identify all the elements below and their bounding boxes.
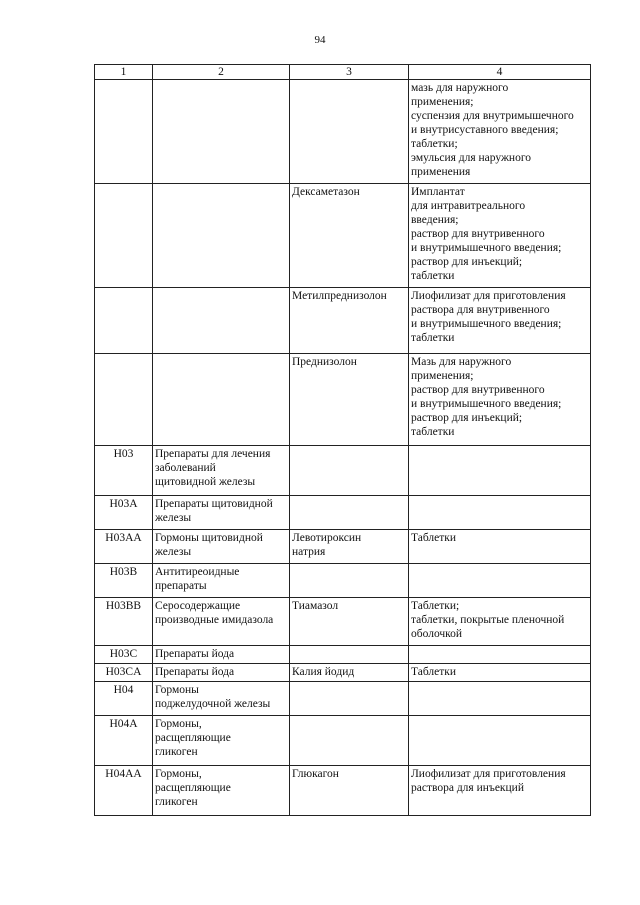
table-row [95,766,591,816]
cell-text-line: гликоген [155,796,198,808]
drug-name-cell [290,446,409,496]
cell-text-line: таблетки [411,332,455,344]
atc-code-cell: H03A [95,496,153,530]
cell-text-line: Гормоны щитовидной [155,532,263,544]
cell-text-line: Метилпреднизолон [292,290,387,302]
dosage-forms-cell [409,598,591,646]
group-name-cell [153,716,290,766]
cell-text-line: Глюкагон [292,768,339,780]
cell-text-line: Лиофилизат для приготовления [411,768,566,780]
drug-name-cell [290,288,409,354]
cell-text-line: мазь для наружного [411,82,509,94]
cell-text-line: Лиофилизат для приготовления [411,290,566,302]
header-cell-col-1: 1 [95,65,153,80]
cell-text-line: Гормоны, [155,718,202,730]
dosage-forms-cell [409,682,591,716]
dosage-forms-cell [409,664,591,682]
cell-text-line: препараты [155,580,207,592]
table-row [95,598,591,646]
atc-code-cell [95,354,153,446]
group-name-cell [153,496,290,530]
cell-text-line: таблетки [411,426,455,438]
cell-text-line: Серосодержащие [155,600,241,612]
drug-name-cell [290,664,409,682]
group-name-cell [153,664,290,682]
cell-text-line: Таблетки; [411,600,460,612]
drug-name-cell [290,766,409,816]
dosage-forms-cell [409,646,591,664]
group-name-cell [153,446,290,496]
cell-text-line: раствор для инъекций; [411,412,523,424]
cell-text-line: применения [411,166,471,178]
atc-code-cell [95,184,153,288]
group-name-cell [153,184,290,288]
header-cell-col-2: 2 [153,65,290,80]
drug-name-cell [290,496,409,530]
drug-name-cell [290,530,409,564]
cell-text-line: гликоген [155,746,198,758]
atc-code-cell: H03CA [95,664,153,682]
table-header-row [95,65,591,80]
dosage-forms-cell [409,496,591,530]
table-row [95,564,591,598]
cell-text-line: эмульсия для наружного [411,152,532,164]
atc-code-cell: H03C [95,646,153,664]
cell-text-line: Гормоны, [155,768,202,780]
cell-text-line: раствора для внутривенного [411,304,550,316]
table-row [95,354,591,446]
atc-code-cell: H04AA [95,766,153,816]
dosage-forms-cell [409,766,591,816]
cell-text-line: применения; [411,96,474,108]
atc-code-cell: H03 [95,446,153,496]
drug-name-cell [290,184,409,288]
dosage-forms-cell [409,564,591,598]
cell-text-line: железы [155,512,192,524]
drug-name-cell [290,682,409,716]
cell-text-line: введения; [411,214,459,226]
header-cell-col-4: 4 [409,65,591,80]
cell-text-line: применения; [411,370,474,382]
cell-text-line: Тиамазол [292,600,339,612]
table-row [95,184,591,288]
group-name-cell [153,80,290,184]
table-row [95,716,591,766]
cell-text-line: Мазь для наружного [411,356,512,368]
drug-name-cell [290,598,409,646]
cell-text-line: Препараты йода [155,666,235,678]
atc-code-cell: H04 [95,682,153,716]
table-row [95,682,591,716]
table-row [95,530,591,564]
group-name-cell [153,646,290,664]
group-name-cell [153,564,290,598]
cell-text-line: и внутримышечного введения; [411,318,562,330]
cell-text-line: и внутрисуставного введения; [411,124,559,136]
group-name-cell [153,288,290,354]
drug-name-cell [290,716,409,766]
cell-text-line: Препараты для лечения [155,448,271,460]
table-row [95,80,591,184]
dosage-forms-cell [409,184,591,288]
drug-name-cell [290,564,409,598]
cell-text-line: расщепляющие [155,782,231,794]
table-row [95,496,591,530]
header-cell-col-3: 3 [290,65,409,80]
cell-text-line: Препараты щитовидной [155,498,273,510]
cell-text-line: натрия [292,546,326,558]
group-name-cell [153,682,290,716]
cell-text-line: Калия йодид [292,666,355,678]
cell-text-line: Таблетки [411,666,457,678]
cell-text-line: таблетки [411,270,455,282]
cell-text-line: таблетки, покрытые пленочной [411,614,565,626]
atc-code-cell: H04A [95,716,153,766]
cell-text-line: расщепляющие [155,732,231,744]
drug-name-cell [290,354,409,446]
dosage-forms-cell [409,446,591,496]
cell-text-line: заболеваний [155,462,216,474]
cell-text-line: суспензия для внутримышечного [411,110,574,122]
cell-text-line: Имплантат [411,186,465,198]
group-name-cell [153,766,290,816]
dosage-forms-cell [409,288,591,354]
cell-text-line: поджелудочной железы [155,698,271,710]
cell-text-line: щитовидной железы [155,476,256,488]
drug-name-cell [290,646,409,664]
dosage-forms-cell [409,80,591,184]
cell-text-line: железы [155,546,192,558]
atc-code-cell [95,80,153,184]
drug-table [94,64,591,816]
cell-text-line: и внутримышечного введения; [411,398,562,410]
cell-text-line: и внутримышечного введения; [411,242,562,254]
cell-text-line: раствор для инъекций; [411,256,523,268]
cell-text-line: раствор для внутривенного [411,228,545,240]
cell-text-line: Дексаметазон [292,186,360,198]
atc-code-cell [95,288,153,354]
drug-name-cell [290,80,409,184]
group-name-cell [153,598,290,646]
cell-text-line: раствор для внутривенного [411,384,545,396]
table-row [95,288,591,354]
cell-text-line: Гормоны [155,684,199,696]
cell-text-line: оболочкой [411,628,463,640]
cell-text-line: таблетки; [411,138,458,150]
cell-text-line: Препараты йода [155,648,235,660]
table-row [95,646,591,664]
atc-code-cell: H03B [95,564,153,598]
atc-code-cell: H03AA [95,530,153,564]
dosage-forms-cell [409,530,591,564]
cell-text-line: для интравитреального [411,200,526,212]
dosage-forms-cell [409,354,591,446]
page-number: 94 [314,34,326,46]
atc-code-cell: H03BB [95,598,153,646]
cell-text-line: Антитиреоидные [155,566,240,578]
cell-text-line: Левотироксин [292,532,362,544]
cell-text-line: производные имидазола [155,614,274,626]
cell-text-line: Преднизолон [292,356,357,368]
table-row [95,664,591,682]
group-name-cell [153,530,290,564]
group-name-cell [153,354,290,446]
dosage-forms-cell [409,716,591,766]
table-body [95,65,591,816]
table-row [95,446,591,496]
cell-text-line: Таблетки [411,532,457,544]
cell-text-line: раствора для инъекций [411,782,524,794]
